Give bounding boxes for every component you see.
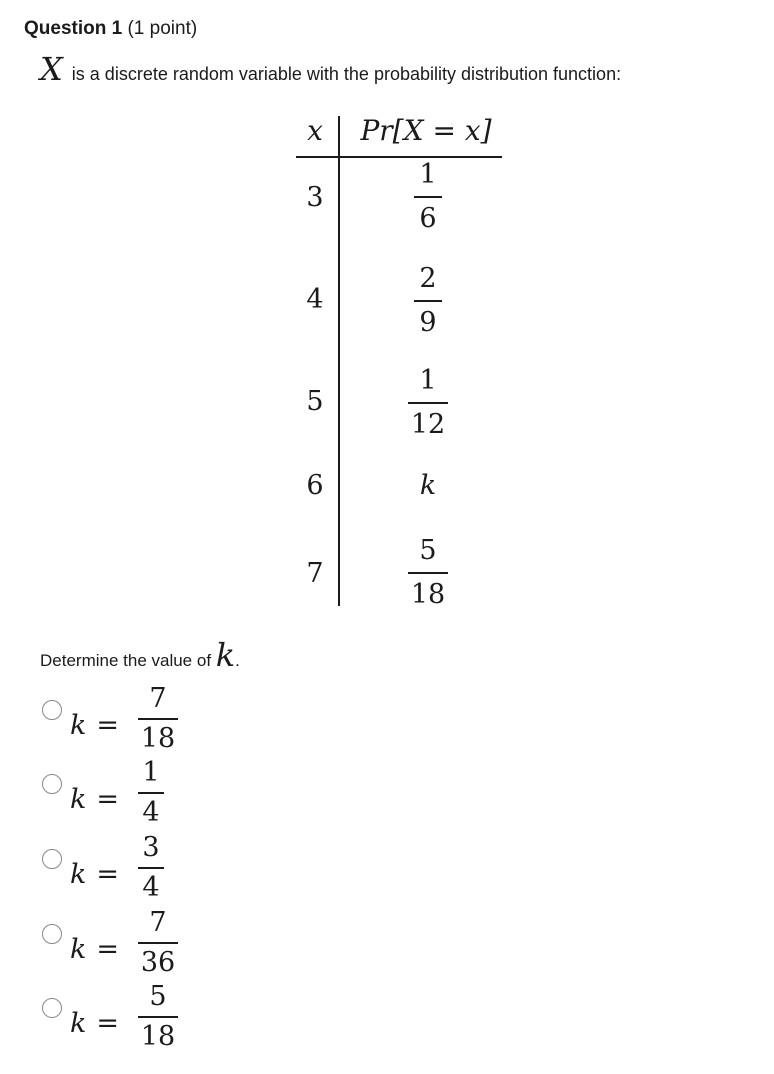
- option-equals: =: [96, 859, 119, 890]
- fraction-denominator: 18: [140, 1021, 176, 1052]
- fraction-numerator: 1: [142, 757, 160, 788]
- table-row-probability: [386, 366, 470, 440]
- table-vertical-rule: [338, 116, 340, 606]
- fraction-bar: [414, 196, 442, 198]
- question-title: Question 1: [24, 18, 123, 39]
- option-fraction: [138, 908, 178, 978]
- header-p-eq: =: [423, 114, 465, 147]
- option-lhs: [70, 710, 119, 741]
- fraction-bar: [408, 572, 448, 574]
- fraction-denominator: 4: [142, 872, 160, 903]
- fraction-denominator: 36: [140, 947, 176, 978]
- fraction-bar: [138, 867, 164, 869]
- fraction-bar: [138, 942, 178, 944]
- option-lhs: [70, 784, 119, 815]
- fraction-bar: [414, 300, 442, 302]
- table-row-probability: [386, 536, 470, 610]
- fraction-denominator: 18: [410, 579, 446, 610]
- option-fraction: [138, 833, 164, 903]
- radio-button[interactable]: [42, 924, 62, 944]
- fraction-numerator: 7: [149, 907, 167, 938]
- question-intro: [40, 50, 621, 88]
- table-horizontal-rule: [296, 156, 502, 158]
- table-row-x: 4: [306, 284, 324, 315]
- table-row-x: 6: [306, 470, 324, 501]
- option-fraction: [138, 758, 164, 828]
- fraction-numerator: 5: [149, 981, 167, 1012]
- question-points: (1 point): [127, 18, 198, 39]
- fraction-numerator: 2: [419, 263, 437, 294]
- radio-button[interactable]: [42, 998, 62, 1018]
- fraction-bar: [138, 792, 164, 794]
- header-p-prefix: Pr[X: [360, 114, 424, 147]
- table-row-x: 5: [306, 386, 324, 417]
- fraction-denominator: 12: [410, 409, 446, 440]
- option-equals: =: [96, 710, 119, 741]
- table-header-probability: [346, 114, 506, 147]
- radio-button[interactable]: [42, 774, 62, 794]
- prompt-variable: k: [215, 636, 236, 674]
- option-lhs: [70, 1008, 119, 1039]
- table-header-x: x: [307, 114, 323, 147]
- option-lhs: [70, 934, 119, 965]
- radio-button[interactable]: [42, 700, 62, 720]
- fraction-bar: [138, 1016, 178, 1018]
- prompt-end: .: [235, 651, 240, 670]
- option-variable: k: [70, 784, 87, 815]
- option-variable: k: [70, 1008, 87, 1039]
- option-lhs: [70, 859, 119, 890]
- header-p-suffix: x]: [464, 114, 492, 147]
- table-row-probability: [386, 160, 470, 234]
- option-equals: =: [96, 934, 119, 965]
- fraction-numerator: 7: [149, 683, 167, 714]
- answer-option-4[interactable]: [42, 907, 202, 986]
- answer-option-2[interactable]: [42, 757, 202, 836]
- random-variable-symbol: X: [40, 50, 63, 88]
- fraction-denominator: 9: [419, 307, 437, 338]
- fraction-numerator: 1: [419, 159, 437, 190]
- fraction-denominator: 4: [142, 797, 160, 828]
- fraction-bar: [138, 718, 178, 720]
- option-fraction: [138, 982, 178, 1052]
- option-variable: k: [70, 710, 87, 741]
- prompt-text: Determine the value of: [40, 651, 212, 670]
- answer-option-3[interactable]: [42, 832, 202, 911]
- fraction-numerator: 3: [142, 832, 160, 863]
- question-prompt: [40, 636, 240, 674]
- fraction-numerator: 5: [419, 535, 437, 566]
- table-row-x: 3: [306, 182, 324, 213]
- fraction-numerator: 1: [419, 365, 437, 396]
- question-header: [24, 18, 197, 40]
- option-variable: k: [70, 859, 87, 890]
- option-fraction: [138, 684, 178, 754]
- fraction-bar: [408, 402, 448, 404]
- table-row-x: 7: [306, 558, 324, 589]
- table-row-probability: k: [419, 470, 437, 501]
- option-equals: =: [96, 1008, 119, 1039]
- table-row-probability: [386, 264, 470, 338]
- option-equals: =: [96, 784, 119, 815]
- fraction-denominator: 18: [140, 723, 176, 754]
- fraction-denominator: 6: [419, 203, 437, 234]
- answer-option-1[interactable]: [42, 683, 202, 762]
- option-variable: k: [70, 934, 87, 965]
- radio-button[interactable]: [42, 849, 62, 869]
- distribution-table: [296, 112, 506, 608]
- answer-option-5[interactable]: [42, 981, 202, 1060]
- intro-text: is a discrete random variable with the probability distribution function:: [71, 64, 622, 84]
